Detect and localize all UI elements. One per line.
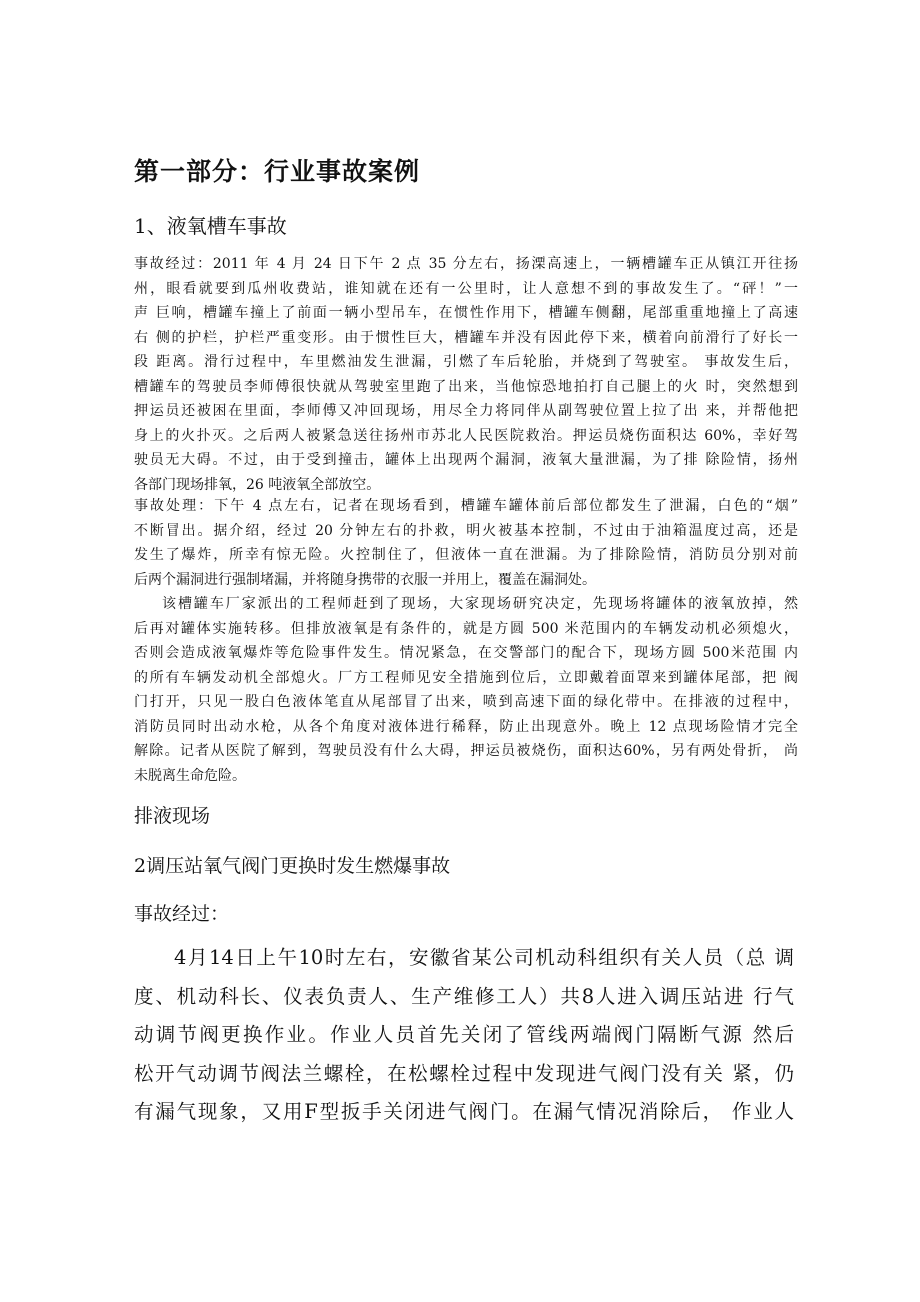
text-line: 后两个漏洞进行强制堵漏，并将随身携带的衣服一并用上，覆盖在漏洞处。: [134, 571, 596, 588]
text-line: 该槽罐车厂家派出的工程师赶到了现场，大家现场研究决定，先现场将罐体的液氧放掉，然: [162, 596, 798, 612]
text-line: 声 巨响，槽罐车撞上了前面一辆小型吊车，在惯性作用下，槽罐车侧翻，尾部重重地撞上了高速: [134, 305, 798, 321]
text-line: 身上的火扑灭。之后两人被紧急送往扬州市苏北人民医院救治。押运员烧伤面积达 60%，幸好驾: [134, 427, 798, 444]
case1-title: 1、液氧槽车事故: [134, 214, 287, 238]
case2-body-paragraph: [134, 939, 794, 1132]
text-line: 事故经过：2011 年 4 月 24 日下午 2 点 35 分左右，扬溧高速上，一辆槽罐车正从镇江开往扬: [134, 256, 798, 272]
text-line: 后再对罐体实施转移。但排放液氧是有条件的，就是方圆 500 米范围内的车辆发动机必须熄火，: [134, 620, 798, 637]
text-line: 松开气动调节阀法兰螺栓，在松螺栓过程中发现进气阀门没有关 紧，仍: [134, 1061, 794, 1085]
case1-handling-paragraph: [134, 494, 798, 592]
text-line: 驶员无大碍。不过，由于受到撞击，罐体上出现两个漏洞，液氧大量泄漏，为了排 除险情，扬州: [134, 452, 798, 468]
text-line: 4月14日上午10时左右，安徽省某公司机动科组织有关人员（总 调: [174, 946, 794, 969]
text-line: 的所有车辆发动机全部熄火。厂方工程师见安全措施到位后，立即戴着面罩来到罐体尾部，把 阀: [134, 669, 798, 686]
text-line: 段 距离。滑行过程中，车里燃油发生泄漏，引燃了车后轮胎，并烧到了驾驶室。 事故发生后，: [134, 354, 798, 370]
text-line: 槽罐车的驾驶员李师傅很快就从驾驶室里跑了出来，当他惊恐地拍打自己腿上的火 时，突然想到: [134, 378, 798, 395]
text-line: 未脱离生命危险。: [134, 767, 246, 784]
text-line: 事故处理：下午 4 点左右，记者在现场看到，槽罐车罐体前后部位都发生了泄漏，白色的“烟”: [134, 498, 798, 514]
text-line: 动调节阀更换作业。作业人员首先关闭了管线两端阀门隔断气源 然后: [134, 1023, 794, 1046]
case1-engineer-paragraph: [134, 592, 798, 788]
text-line: 有漏气现象，又用F型扳手关闭进气阀门。在漏气情况消除后， 作业人: [134, 1100, 794, 1123]
case2-title: 2调压站氧气阀门更换时发生燃爆事故: [134, 855, 451, 877]
text-line: 门打开，只见一股白色液体笔直从尾部冒了出来，喷到高速下面的绿化带中。在排液的过程中，: [134, 694, 798, 710]
text-line: 消防员同时出动水枪，从各个角度对液体进行稀释，防止出现意外。晚上 12 点现场险情才完全: [134, 718, 798, 735]
text-line: 解除。记者从医院了解到，驾驶员没有什么大碍，押运员被烧伤，面积达60%，另有两处骨折， 尚: [134, 743, 798, 759]
text-line: 州，眼看就要到瓜州收费站，谁知就在还有一公里时，让人意想不到的事故发生了。“砰！”一: [134, 280, 798, 297]
case1-process-paragraph: [134, 252, 798, 497]
text-line: 发生了爆炸，所幸有惊无险。火控制住了，但液体一直在泄漏。为了排除险情，消防员分别对前: [134, 547, 798, 563]
scene-caption: 排液现场: [134, 805, 211, 827]
text-line: 否则会造成液氧爆炸等危险事件发生。情况紧急，在交警部门的配合下，现场方圆 500米范围 内: [134, 645, 798, 661]
part-heading: 第一部分：行业事故案例: [134, 157, 421, 186]
text-line: 度、机动科长、仪表负责人、生产维修工人）共8人进入调压站进 行气: [134, 984, 794, 1008]
text-line: 押运员还被困在里面，李师傅又冲回现场，用尽全力将同伴从副驾驶位置上拉了出 来，并帮他把: [134, 403, 798, 419]
case2-process-label: 事故经过：: [134, 903, 230, 925]
text-line: 各部门现场排氧，26 吨液氧全部放空。: [134, 476, 381, 493]
text-line: 右 侧的护栏，护栏严重变形。由于惯性巨大，槽罐车并没有因此停下来，横着向前滑行了好长一: [134, 329, 798, 346]
text-line: 不断冒出。据介绍，经过 20 分钟左右的扑救，明火被基本控制，不过由于油箱温度过高，还是: [134, 522, 798, 539]
